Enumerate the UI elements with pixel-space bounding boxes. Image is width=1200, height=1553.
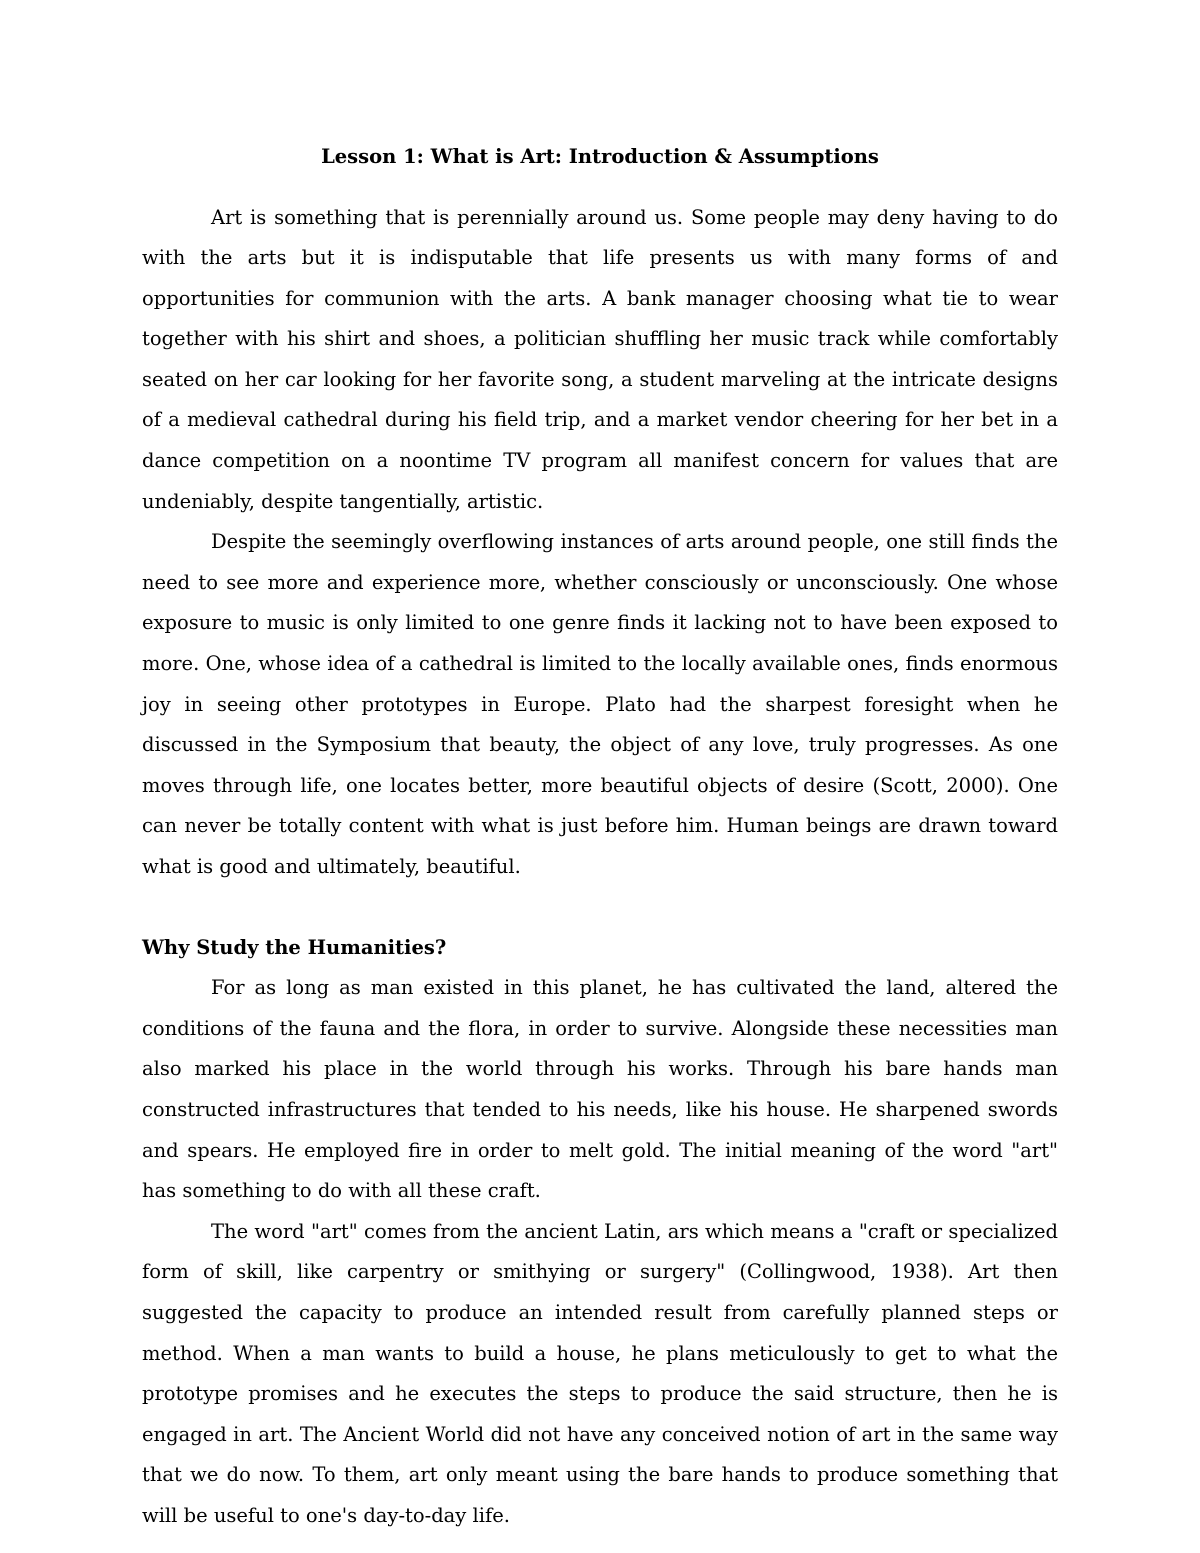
lesson-title: Lesson 1: What is Art: Introduction & Assumptions [321,145,879,168]
section-heading: Why Study the Humanities? [142,935,447,959]
intro-paragraph-2: Despite the seemingly overflowing instances of arts around people, one still finds the need to see more and experience more, whether consciously or unconsciously. One whose exposure to music is only limited to one genre finds it lacking not to have been exposed to more. One, whose idea of a cathedral is limited to the locally available ones, finds enormous joy in seeing other prototypes in Europe. Plato had the sharpest foresight when he discussed in the Symposium that beauty, the object of any love, truly progresses. As one moves through life, one locates better, more beautiful objects of desire (Scott, 2000). One can never be totally content with what is just before him. Human beings are drawn toward what is good and ultimately, beautiful. [142,530,1058,878]
document-page [142,137,1058,1537]
intro-paragraph-1: Art is something that is perennially around us. Some people may deny having to do with the arts but it is indisputable that life presents us with many forms of and opportunities for communion with the arts. A bank manager choosing what tie to wear together with his shirt and shoes, a politician shuffling her music track while comfortably seated on her car looking for her favorite song, a student marveling at the intricate designs of a medieval cathedral during his field trip, and a market vendor cheering for her bet in a dance competition on a noontime TV program all manifest concern for values that are undeniably, despite tangentially, artistic. [142,205,1058,513]
section-paragraph-1: For as long as man existed in this planet, he has cultivated the land, altered the conditions of the fauna and the flora, in order to survive. Alongside these necessities man also marked his place in the world through his works. Through his bare hands man constructed infrastructures that tended to his needs, like his house. He sharpened swords and spears. He employed fire in order to melt gold. The initial meaning of the word "art" has something to do with all these craft. [142,976,1058,1203]
section-paragraph-2: The word "art" comes from the ancient Latin, ars which means a "craft or specialized form of skill, like carpentry or smithying or surgery" (Collingwood, 1938). Art then suggested the capacity to produce an intended result from carefully planned steps or method. When a man wants to build a house, he plans meticulously to get to what the prototype promises and he executes the steps to produce the said structure, then he is engaged in art. The Ancient World did not have any conceived notion of art in the same way that we do now. To them, art only meant using the bare hands to produce something that will be useful to one's day-to-day life. [142,1219,1058,1527]
